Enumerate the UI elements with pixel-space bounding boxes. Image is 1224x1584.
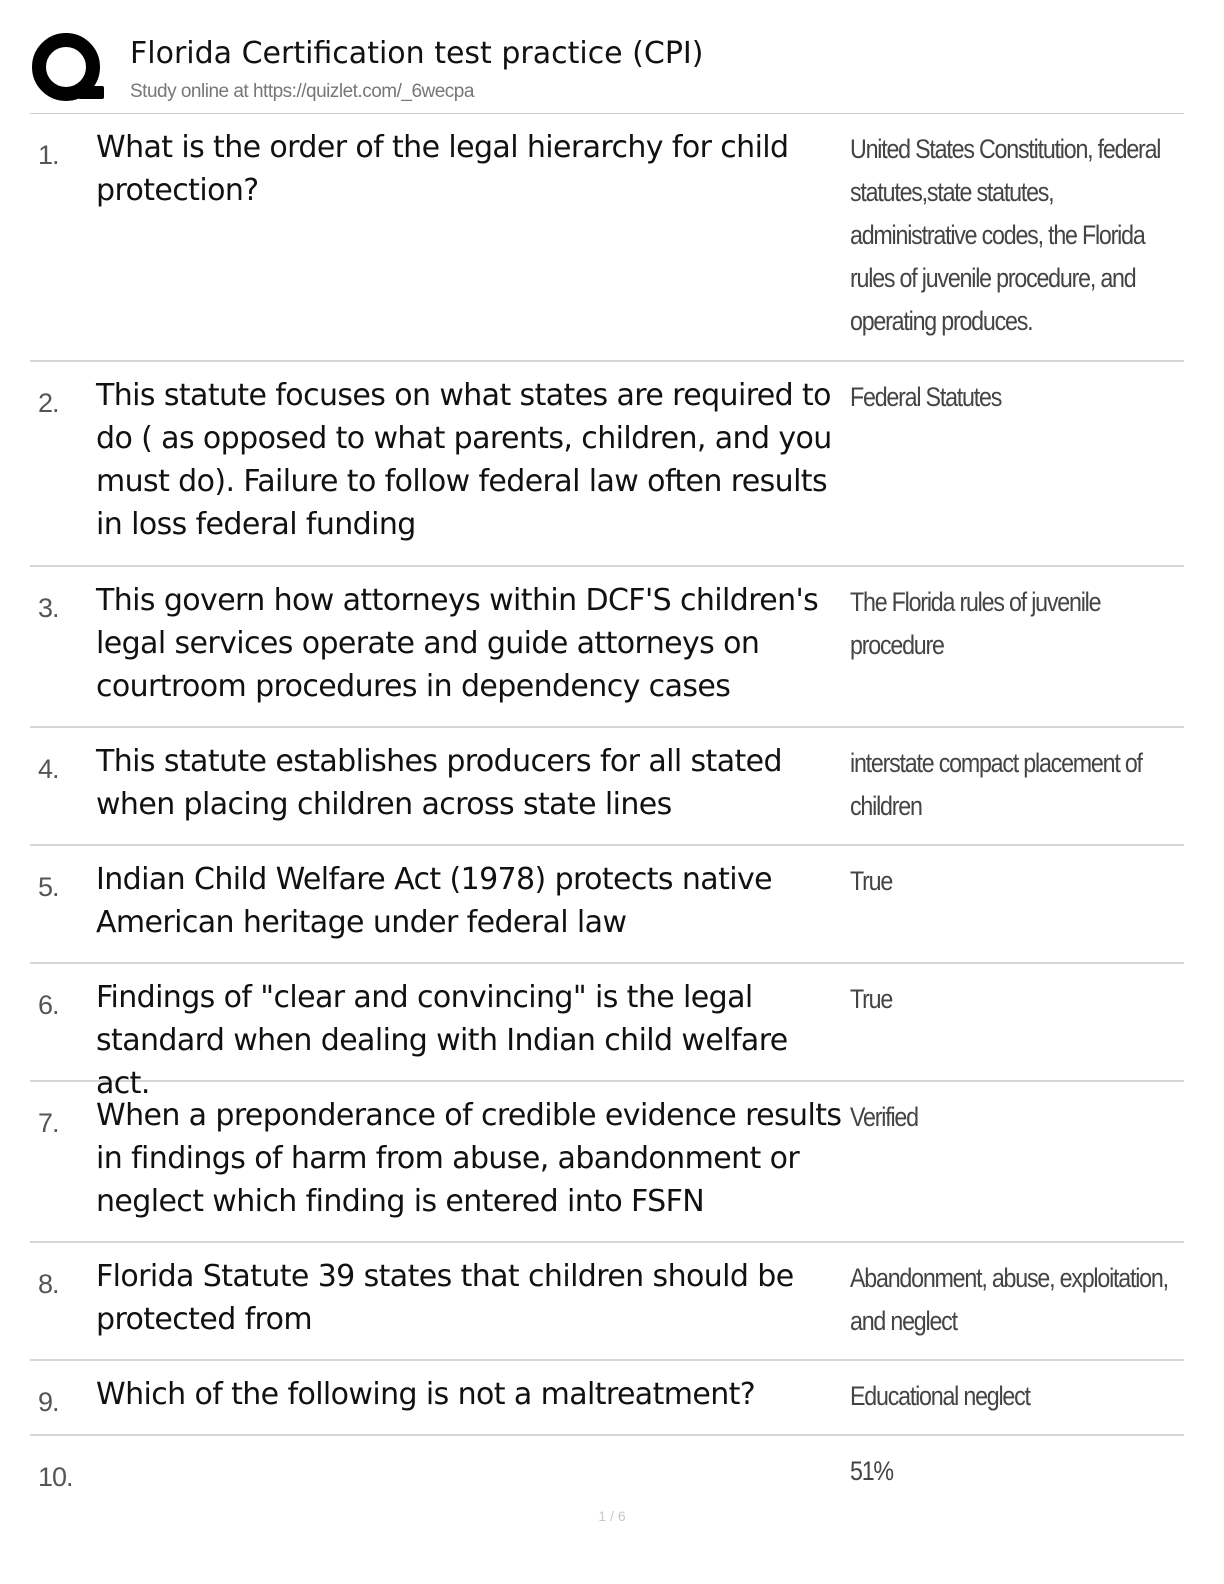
card-term: Florida Statute 39 states that children should be protected from	[96, 1259, 794, 1337]
card-definition: Educational neglect	[850, 1381, 1030, 1411]
card-term: Indian Child Welfare Act (1978) protects native American heritage under federal law	[96, 862, 772, 940]
card-number: 6.	[38, 990, 59, 1020]
flashcard-row	[30, 1082, 1184, 1243]
flashcard-row	[30, 964, 1184, 1101]
card-term: What is the order of the legal hierarchy for child protection?	[96, 130, 789, 208]
card-number: 3.	[38, 593, 59, 623]
flashcard-row	[30, 846, 1184, 964]
card-definition: The Florida rules of juvenile procedure	[850, 587, 1101, 660]
card-definition: True	[850, 866, 893, 896]
document-header	[30, 30, 1184, 114]
card-term: This statute establishes producers for all stated when placing children across state lines	[96, 744, 782, 822]
card-number: 1.	[38, 140, 59, 170]
page-number: 1 / 6	[598, 1508, 626, 1524]
flashcard-row	[30, 114, 1184, 362]
flashcard-list	[30, 113, 1184, 1506]
card-number: 8.	[38, 1269, 59, 1299]
card-term: This statute focuses on what states are required to do ( as opposed to what parents, children, and you must do). Failure to follow federal law often results in loss federal funding	[96, 378, 832, 542]
card-definition: True	[850, 984, 893, 1014]
card-number: 5.	[38, 872, 59, 902]
flashcard-row	[30, 1243, 1184, 1361]
card-definition: Abandonment, abuse, exploitation, and neglect	[850, 1263, 1168, 1336]
card-definition: 51%	[850, 1456, 893, 1486]
card-number: 2.	[38, 388, 59, 418]
flashcard-row	[30, 728, 1184, 846]
card-definition: United States Constitution, federal statutes,state statutes, administrative codes, the Florida rules of juvenile procedure, and operating produces.	[850, 134, 1161, 336]
card-definition: interstate compact placement of children	[850, 748, 1142, 821]
flashcard-row	[30, 362, 1184, 567]
card-number: 4.	[38, 754, 59, 784]
flashcard-row	[30, 1361, 1184, 1436]
card-number: 7.	[38, 1108, 59, 1138]
card-number: 9.	[38, 1387, 59, 1417]
card-term: Findings of "clear and convincing" is the legal standard when dealing with Indian child welfare act.	[96, 980, 788, 1101]
card-number: 10.	[38, 1462, 73, 1492]
document-title: Florida Certification test practice (CPI)	[130, 36, 704, 71]
card-definition: Verified	[850, 1102, 918, 1132]
flashcard-row	[30, 1436, 1184, 1506]
card-term: Which of the following is not a maltreatment?	[96, 1377, 756, 1412]
study-online-link-text[interactable]: Study online at https://quizlet.com/_6wecpa	[130, 81, 474, 102]
flashcard-row	[30, 567, 1184, 728]
card-definition: Federal Statutes	[850, 382, 1002, 412]
card-term: This govern how attorneys within DCF'S children's legal services operate and guide attorneys on courtroom procedures in dependency cases	[96, 583, 819, 704]
card-term: When a preponderance of credible evidence results in findings of harm from abuse, abandonment or neglect which finding is entered into FSFN	[96, 1098, 842, 1219]
quizlet-q-logo-icon	[30, 30, 106, 106]
